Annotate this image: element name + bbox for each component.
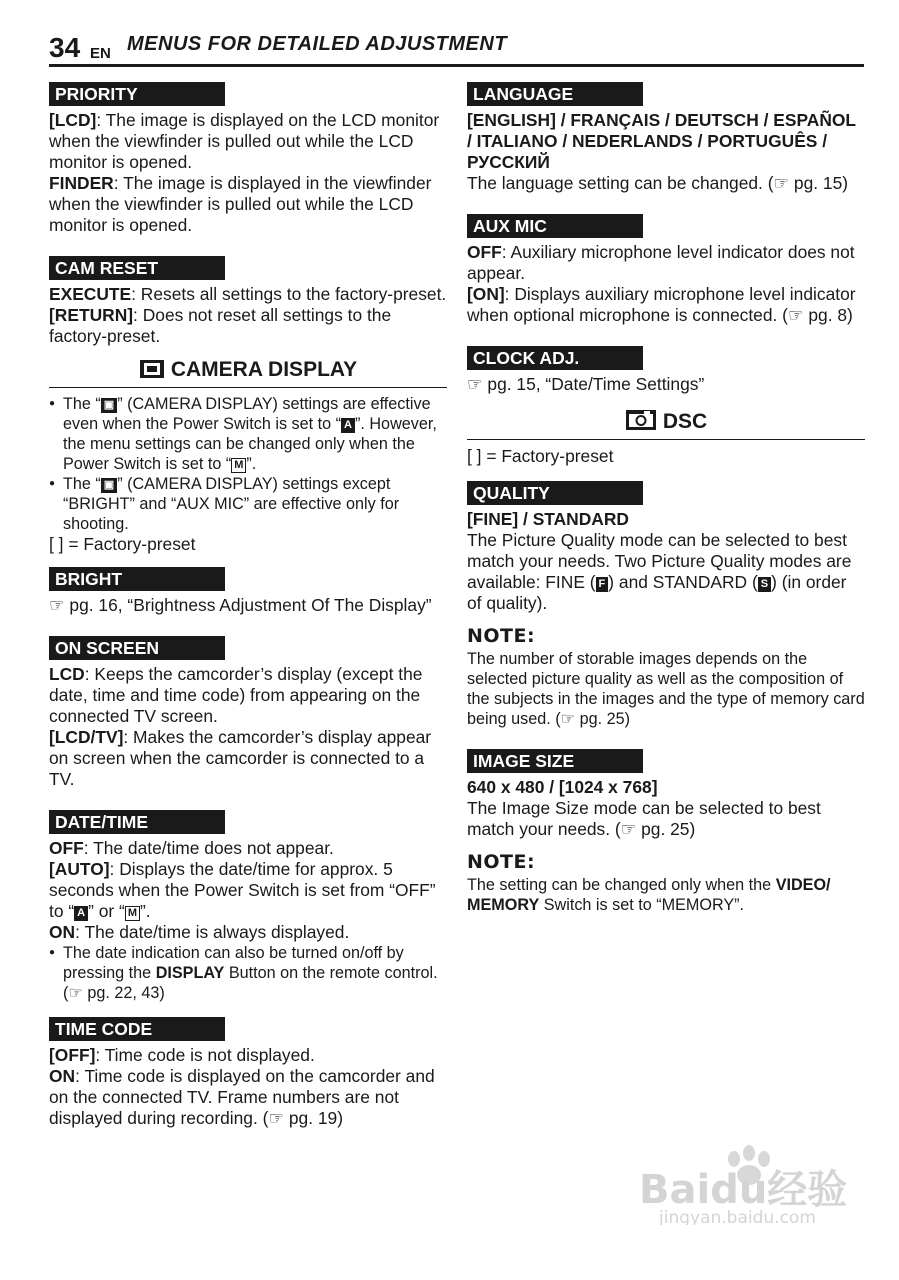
fine-quality-icon: F — [596, 577, 609, 592]
image-size-options: 640 x 480 / [1024 x 768] — [467, 777, 658, 797]
dsc-heading: DSC — [467, 407, 865, 440]
date-time-on: ON: The date/time is always displayed. — [49, 922, 350, 942]
camera-display-icon: ▣ — [101, 478, 117, 493]
language-options: [ENGLISH] / FRANÇAIS / DEUTSCH / ESPAÑOL / ITALIANO / NEDERLANDS / PORTUGUÊS / РУССКИЙ — [467, 110, 856, 172]
quality-tag: QUALITY — [467, 481, 643, 505]
on-screen-lcdtv: [LCD/TV]: Makes the camcorder’s display appear on screen when the camcorder is connected to a TV. — [49, 727, 432, 789]
aux-mic-on: [ON]: Displays auxiliary microphone level indicator when optional microphone is connected. (☞ pg. 8) — [467, 284, 856, 325]
auto-mode-icon: A — [74, 906, 88, 921]
camera-display-note-1: ● The “ ▣ ” (CAMERA DISPLAY) settings are effective even when the Power Switch is set to “ A ”. However, the menu settings can be changed only when the Power Switch is set to “ M ”. — [49, 394, 447, 474]
camera-display-note-2: ● The “ ▣ ” (CAMERA DISPLAY) settings except “BRIGHT” and “AUX MIC” are effective only for shooting. — [49, 474, 447, 534]
date-time-tag: DATE/TIME — [49, 810, 225, 834]
watermark-url: jingyan.baidu.com — [659, 1208, 816, 1225]
time-code-off: [OFF]: Time code is not displayed. — [49, 1045, 315, 1065]
left-column — [49, 82, 447, 1129]
image-size-text: The Image Size mode can be selected to best match your needs. (☞ pg. 25) — [467, 798, 821, 839]
bright-tag: BRIGHT — [49, 567, 225, 591]
standard-quality-icon: S — [758, 577, 771, 592]
time-code-tag: TIME CODE — [49, 1017, 225, 1041]
priority-lcd: [LCD]: The image is displayed on the LCD monitor when the viewfinder is pulled out while the LCD monitor is opened. — [49, 110, 440, 172]
cam-reset-tag: CAM RESET — [49, 256, 225, 280]
time-code-on: ON: Time code is displayed on the camcorder and on the connected TV. Frame numbers are not displayed during recording. (☞ pg. 19) — [49, 1066, 435, 1128]
image-size-tag: IMAGE SIZE — [467, 749, 643, 773]
image-size-note-title: NOTE: — [467, 851, 536, 873]
factory-preset-right: [ ] = Factory-preset — [467, 446, 614, 466]
language-tag: LANGUAGE — [467, 82, 643, 106]
quality-note: The number of storable images depends on the selected picture quality as well as the composition of the subjects in the images and the type of memory card being used. (☞ pg. 25) — [467, 650, 865, 728]
bright-ref: ☞ pg. 16, “Brightness Adjustment Of The Display” — [49, 595, 432, 615]
date-time-note: ● The date indication can also be turned on/off by pressing the DISPLAY Button on the remote control. (☞ pg. 22, 43) — [49, 943, 447, 1003]
language-code: EN — [90, 45, 111, 62]
camera-display-heading: CAMERA DISPLAY — [49, 357, 447, 388]
priority-finder: FINDER: The image is displayed in the viewfinder when the viewfinder is pulled out while the LCD monitor is opened. — [49, 173, 432, 235]
date-time-off: OFF: The date/time does not appear. — [49, 838, 334, 858]
quality-note-title: NOTE: — [467, 625, 536, 647]
camera-display-icon — [139, 359, 165, 383]
clock-adj-ref: ☞ pg. 15, “Date/Time Settings” — [467, 374, 705, 394]
page-header — [49, 30, 864, 67]
manual-mode-icon: M — [125, 906, 140, 921]
aux-mic-tag: AUX MIC — [467, 214, 643, 238]
camera-icon — [625, 409, 657, 435]
quality-options: [FINE] / STANDARD — [467, 509, 629, 529]
factory-preset-left: [ ] = Factory-preset — [49, 534, 196, 554]
language-text: The language setting can be changed. (☞ pg. 15) — [467, 173, 849, 193]
date-time-auto: [AUTO]: Displays the date/time for approx. 5 seconds when the Power Switch is set from “OFF” to “ A ” or “ M ”. — [49, 859, 436, 921]
quality-text: The Picture Quality mode can be selected to best match your needs. Two Picture Quality modes are available: FINE ( F ) and STANDARD ( S ) (in order of quality). — [467, 530, 852, 613]
cam-reset-return: [RETURN]: Does not reset all settings to the factory-preset. — [49, 305, 392, 346]
page-number: 34 — [49, 32, 81, 63]
on-screen-lcd: LCD: Keeps the camcorder’s display (except the date, time and time code) from appearing on the connected TV screen. — [49, 664, 423, 726]
right-column — [467, 82, 865, 915]
section-title: MENUS FOR DETAILED ADJUSTMENT — [127, 33, 508, 55]
camera-display-icon: ▣ — [101, 398, 117, 413]
watermark-logo: Baidu经验 — [639, 1167, 848, 1213]
aux-mic-off: OFF: Auxiliary microphone level indicator does not appear. — [467, 242, 855, 283]
on-screen-tag: ON SCREEN — [49, 636, 225, 660]
priority-tag: PRIORITY — [49, 82, 225, 106]
cam-reset-execute: EXECUTE: Resets all settings to the factory-preset. — [49, 284, 447, 304]
baidu-watermark — [639, 1145, 859, 1225]
auto-mode-icon: A — [341, 418, 355, 433]
image-size-note: The setting can be changed only when the VIDEO/ MEMORY Switch is set to “MEMORY”. — [467, 876, 831, 914]
manual-mode-icon: M — [231, 458, 246, 473]
clock-adj-tag: CLOCK ADJ. — [467, 346, 643, 370]
